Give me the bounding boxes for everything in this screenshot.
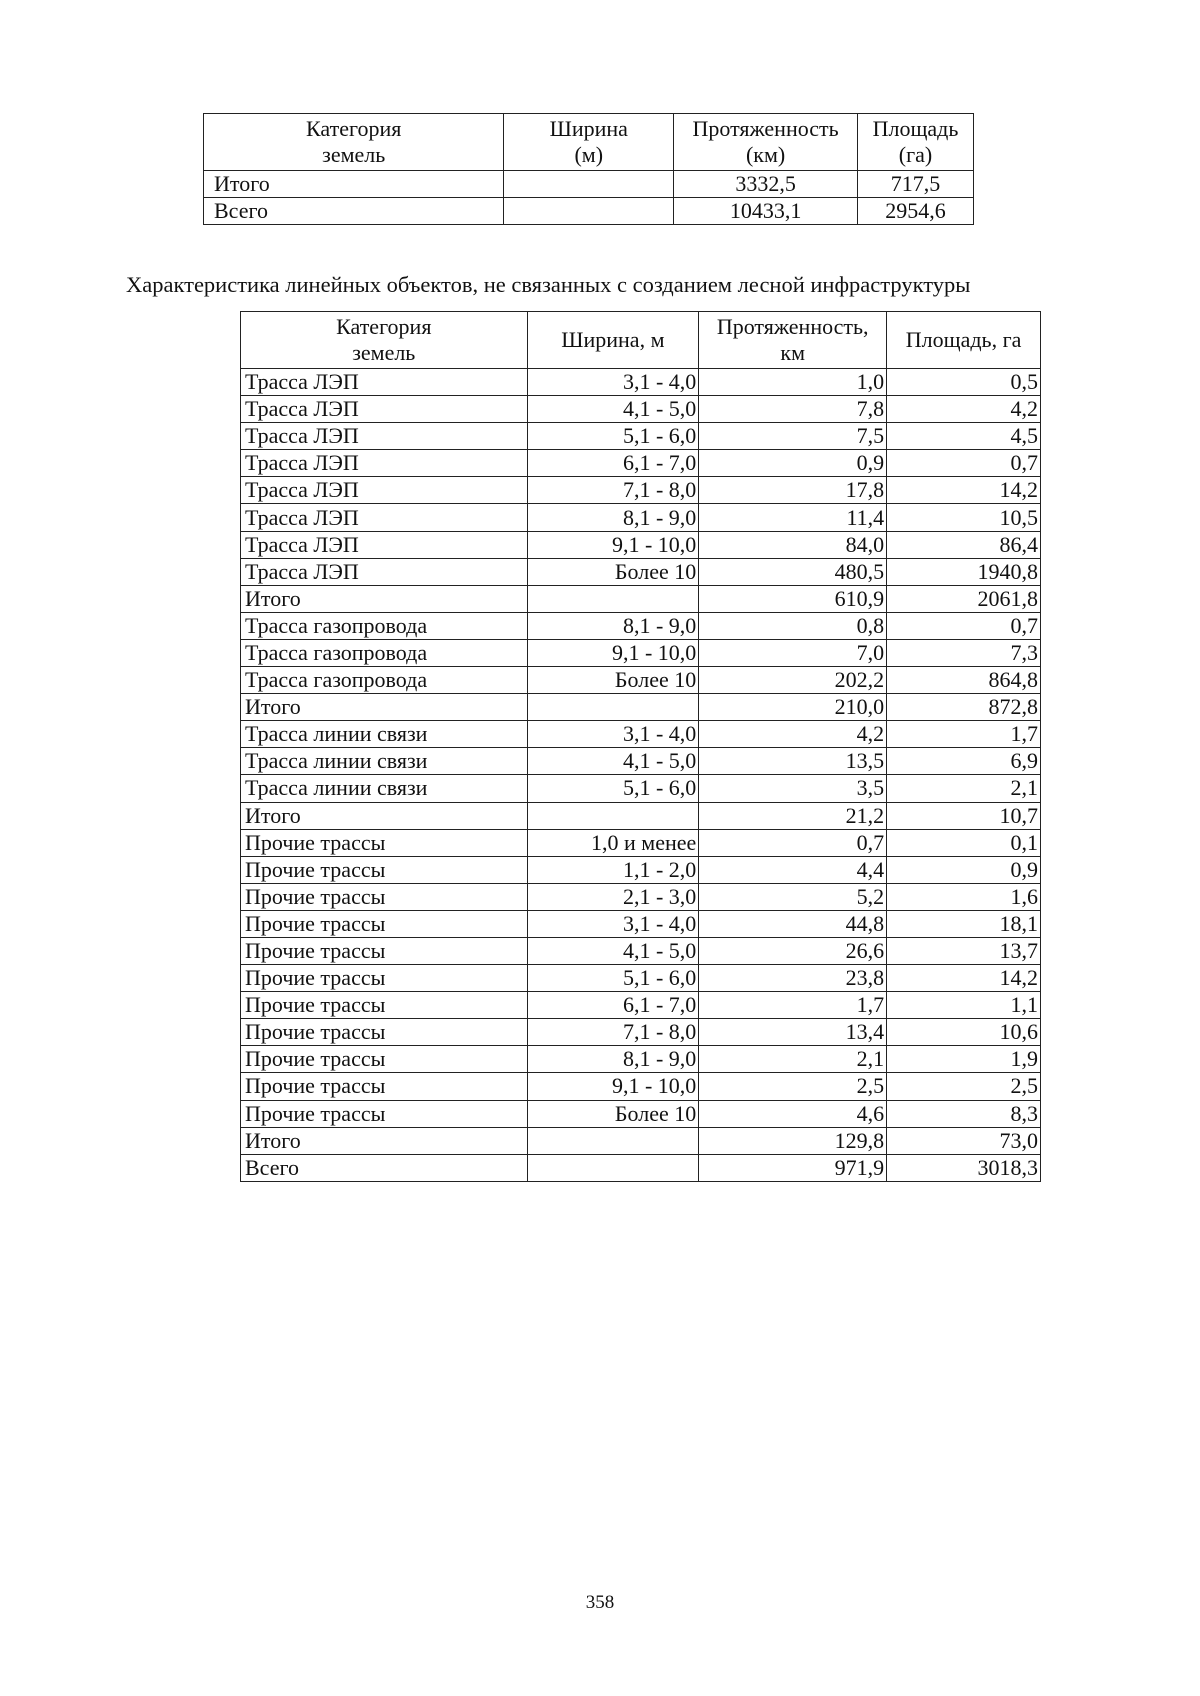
cell-land-category: Трасса ЛЭП [241,531,528,558]
table-row [241,829,1041,856]
cell-length: 202,2 [699,667,887,694]
cell-land-category: Прочие трассы [241,856,528,883]
cell-area: 10,6 [887,1019,1041,1046]
cell-land-category: Прочие трассы [241,1073,528,1100]
cell-width: 9,1 - 10,0 [527,639,699,666]
cell-length: 23,8 [699,965,887,992]
cell-length: 0,9 [699,450,887,477]
cell-area: 1940,8 [887,558,1041,585]
cell-width: 5,1 - 6,0 [527,423,699,450]
cell-land-category: Прочие трассы [241,937,528,964]
cell-area: 0,9 [887,856,1041,883]
cell-land-category: Трасса ЛЭП [241,423,528,450]
table-row [241,883,1041,910]
table-caption: Характеристика линейных объектов, не связанных с созданием лесной инфраструктуры [126,272,971,297]
cell-width: 8,1 - 9,0 [527,612,699,639]
cell-area: 0,7 [887,612,1041,639]
linear-objects-table [240,311,1041,1182]
table-row [241,1073,1041,1100]
cell-width: 6,1 - 7,0 [527,992,699,1019]
cell-length: 7,8 [699,396,887,423]
table-row [241,802,1041,829]
cell-area: 2,5 [887,1073,1041,1100]
cell-land-category: Трасса ЛЭП [241,396,528,423]
header-length: Протяженность, км [699,312,887,369]
cell-width [527,1154,699,1181]
cell-area: 3018,3 [887,1154,1041,1181]
cell-width: 9,1 - 10,0 [527,1073,699,1100]
cell-area: 10,7 [887,802,1041,829]
cell-length: 4,4 [699,856,887,883]
cell-length: 13,4 [699,1019,887,1046]
cell-land-category: Трасса линии связи [241,721,528,748]
cell-land-category: Трасса газопровода [241,612,528,639]
cell-area: 2,1 [887,775,1041,802]
cell-area: 4,2 [887,396,1041,423]
cell-land-category: Прочие трассы [241,992,528,1019]
cell-area: 1,6 [887,883,1041,910]
cell-width: 5,1 - 6,0 [527,965,699,992]
cell-area: 0,1 [887,829,1041,856]
cell-length: 4,2 [699,721,887,748]
table-row [241,694,1041,721]
cell-area: 0,5 [887,369,1041,396]
cell-width: 8,1 - 9,0 [527,504,699,531]
header-length: Протяженность (км) [674,114,858,171]
cell-length: 3,5 [699,775,887,802]
cell-land-category: Трасса ЛЭП [241,369,528,396]
table-row [241,423,1041,450]
cell-width: 4,1 - 5,0 [527,748,699,775]
summary-table-body [204,171,974,225]
cell-land-category: Трасса ЛЭП [241,450,528,477]
cell-area: 872,8 [887,694,1041,721]
cell-land-category: Трасса газопровода [241,667,528,694]
cell-length: 10433,1 [674,198,858,225]
cell-length: 21,2 [699,802,887,829]
table-row [241,477,1041,504]
cell-width [504,198,674,225]
cell-width [527,585,699,612]
table-row [241,396,1041,423]
cell-width: 3,1 - 4,0 [527,721,699,748]
cell-width [527,694,699,721]
cell-length: 0,7 [699,829,887,856]
table-row [204,198,974,225]
table-row [241,965,1041,992]
header-land-category: Категория земель [204,114,504,171]
cell-width [527,802,699,829]
cell-length: 17,8 [699,477,887,504]
header-width: Ширина, м [527,312,699,369]
table-row [204,171,974,198]
cell-length: 129,8 [699,1127,887,1154]
cell-land-category: Трасса линии связи [241,775,528,802]
cell-area: 7,3 [887,639,1041,666]
cell-width: 1,0 и менее [527,829,699,856]
table-row [241,1100,1041,1127]
cell-width: 6,1 - 7,0 [527,450,699,477]
cell-land-category: Всего [241,1154,528,1181]
cell-length: 4,6 [699,1100,887,1127]
cell-land-category: Прочие трассы [241,965,528,992]
table-row [241,1019,1041,1046]
cell-area: 10,5 [887,504,1041,531]
cell-width: 3,1 - 4,0 [527,369,699,396]
cell-land-category: Прочие трассы [241,910,528,937]
cell-length: 44,8 [699,910,887,937]
cell-land-category: Итого [204,171,504,198]
cell-area: 14,2 [887,477,1041,504]
cell-land-category: Итого [241,1127,528,1154]
table-row [241,585,1041,612]
cell-width: 4,1 - 5,0 [527,396,699,423]
cell-land-category: Трасса ЛЭП [241,504,528,531]
cell-land-category: Трасса ЛЭП [241,558,528,585]
cell-width: Более 10 [527,558,699,585]
cell-width [527,1127,699,1154]
cell-area: 13,7 [887,937,1041,964]
cell-length: 13,5 [699,748,887,775]
cell-area: 1,9 [887,1046,1041,1073]
cell-land-category: Прочие трассы [241,1100,528,1127]
cell-length: 11,4 [699,504,887,531]
summary-table [203,113,974,225]
cell-area: 4,5 [887,423,1041,450]
cell-width: 7,1 - 8,0 [527,1019,699,1046]
cell-width: Более 10 [527,667,699,694]
header-area: Площадь (га) [858,114,974,171]
header-land-category: Категория земель [241,312,528,369]
table-row [241,667,1041,694]
cell-area: 1,1 [887,992,1041,1019]
cell-area: 1,7 [887,721,1041,748]
cell-width: 8,1 - 9,0 [527,1046,699,1073]
cell-width [504,171,674,198]
cell-land-category: Прочие трассы [241,1046,528,1073]
cell-area: 18,1 [887,910,1041,937]
table-row [241,1046,1041,1073]
main-table-body [241,369,1041,1182]
cell-area: 2061,8 [887,585,1041,612]
cell-land-category: Итого [241,802,528,829]
table-row [241,775,1041,802]
cell-length: 2,5 [699,1073,887,1100]
cell-land-category: Трасса ЛЭП [241,477,528,504]
cell-land-category: Итого [241,585,528,612]
cell-length: 84,0 [699,531,887,558]
cell-length: 610,9 [699,585,887,612]
cell-area: 6,9 [887,748,1041,775]
table-row [241,937,1041,964]
cell-area: 2954,6 [858,198,974,225]
cell-land-category: Трасса газопровода [241,639,528,666]
cell-area: 864,8 [887,667,1041,694]
cell-length: 971,9 [699,1154,887,1181]
cell-width: Более 10 [527,1100,699,1127]
header-area: Площадь, га [887,312,1041,369]
page-number: 358 [585,1592,615,1613]
cell-length: 5,2 [699,883,887,910]
cell-width: 9,1 - 10,0 [527,531,699,558]
table-row [241,1127,1041,1154]
cell-length: 7,0 [699,639,887,666]
cell-width: 7,1 - 8,0 [527,477,699,504]
table-row [241,639,1041,666]
cell-area: 717,5 [858,171,974,198]
cell-area: 86,4 [887,531,1041,558]
cell-land-category: Прочие трассы [241,1019,528,1046]
table-row [241,856,1041,883]
cell-land-category: Итого [241,694,528,721]
cell-length: 480,5 [699,558,887,585]
table-row [241,721,1041,748]
table-row [241,558,1041,585]
cell-width: 1,1 - 2,0 [527,856,699,883]
cell-length: 1,0 [699,369,887,396]
cell-length: 0,8 [699,612,887,639]
table-row [241,748,1041,775]
table-row [241,504,1041,531]
main-table-header-row [241,312,1041,369]
cell-land-category: Трасса линии связи [241,748,528,775]
summary-table-header-row [204,114,974,171]
cell-area: 14,2 [887,965,1041,992]
cell-width: 4,1 - 5,0 [527,937,699,964]
table-row [241,612,1041,639]
cell-length: 7,5 [699,423,887,450]
table-row [241,1154,1041,1181]
table-row [241,910,1041,937]
cell-area: 0,7 [887,450,1041,477]
table-row [241,369,1041,396]
header-width: Ширина (м) [504,114,674,171]
cell-length: 210,0 [699,694,887,721]
table-row [241,450,1041,477]
table-row [241,992,1041,1019]
cell-width: 2,1 - 3,0 [527,883,699,910]
cell-width: 5,1 - 6,0 [527,775,699,802]
cell-land-category: Всего [204,198,504,225]
cell-area: 8,3 [887,1100,1041,1127]
cell-length: 26,6 [699,937,887,964]
cell-width: 3,1 - 4,0 [527,910,699,937]
cell-length: 1,7 [699,992,887,1019]
cell-land-category: Прочие трассы [241,829,528,856]
cell-length: 2,1 [699,1046,887,1073]
table-row [241,531,1041,558]
cell-land-category: Прочие трассы [241,883,528,910]
cell-area: 73,0 [887,1127,1041,1154]
cell-length: 3332,5 [674,171,858,198]
